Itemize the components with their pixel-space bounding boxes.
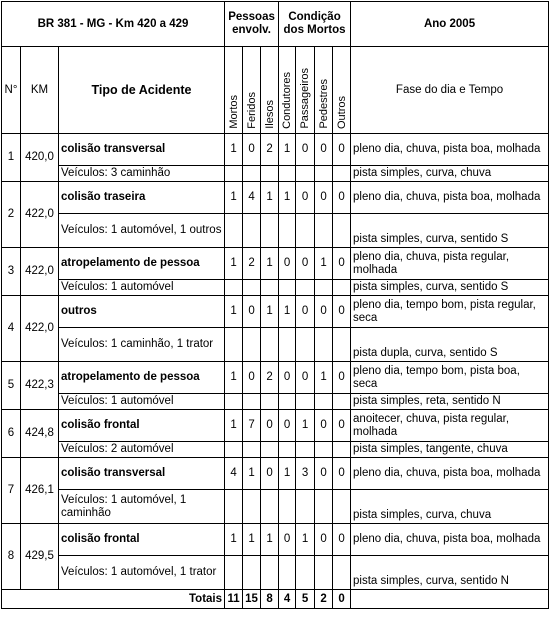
row-numero: 2	[2, 182, 21, 248]
col-header-ilesos: Ilesos	[261, 47, 279, 134]
row-tipo: colisão frontal	[59, 524, 225, 556]
row-mortos: 1	[225, 362, 243, 394]
row-fase: pleno dia, tempo bom, pista regular, seca	[351, 296, 549, 328]
row-condutores: 0	[279, 248, 296, 280]
row-condutores: 1	[279, 134, 296, 166]
table-row	[2, 458, 549, 490]
col-header-fase: Fase do dia e Tempo	[351, 47, 549, 134]
row-veiculos: Veículos: 1 caminhão, 1 trator	[59, 328, 225, 362]
row-feridos: 2	[243, 248, 261, 280]
total-mortos: 11	[225, 590, 243, 609]
row-ilesos: 1	[261, 248, 279, 280]
row-pista: pista simples, curva, chuva	[351, 166, 549, 182]
row-km: 422,0	[21, 182, 59, 248]
row-pista: pista dupla, curva, sentido S	[351, 328, 549, 362]
col-header-mortos: Mortos	[225, 47, 243, 134]
row-pedestres: 0	[315, 524, 333, 556]
row-feridos: 1	[243, 524, 261, 556]
table-row-detail	[2, 166, 549, 182]
row-condutores: 1	[279, 296, 296, 328]
row-tipo: colisão frontal	[59, 410, 225, 442]
row-fase: pleno dia, chuva, pista regular, molhada	[351, 248, 549, 280]
row-passageiros: 0	[296, 182, 315, 214]
row-fase: pleno dia, chuva, pista boa, molhada	[351, 182, 549, 214]
row-mortos: 1	[225, 248, 243, 280]
row-mortos: 1	[225, 134, 243, 166]
row-passageiros: 0	[296, 248, 315, 280]
row-feridos: 0	[243, 134, 261, 166]
row-mortos: 1	[225, 410, 243, 442]
col-header-km: KM	[21, 47, 59, 134]
row-ilesos: 2	[261, 134, 279, 166]
row-outros: 0	[333, 182, 351, 214]
row-condutores: 0	[279, 410, 296, 442]
row-ilesos: 1	[261, 182, 279, 214]
row-feridos: 1	[243, 458, 261, 490]
row-veiculos: Veículos: 1 automóvel, 1 outros	[59, 214, 225, 248]
row-ilesos: 0	[261, 410, 279, 442]
row-veiculos: Veículos: 1 automóvel, 1 caminhão	[59, 490, 225, 524]
row-veiculos: Veículos: 2 automóvel	[59, 442, 225, 458]
table-title: BR 381 - MG - Km 420 a 429	[2, 2, 225, 47]
row-veiculos: Veículos: 3 caminhão	[59, 166, 225, 182]
row-passageiros: 0	[296, 362, 315, 394]
row-mortos: 1	[225, 182, 243, 214]
row-ilesos: 2	[261, 362, 279, 394]
col-header-passageiros: Passageiros	[296, 47, 315, 134]
row-pista: pista simples, curva, chuva	[351, 490, 549, 524]
row-fase: anoitecer, chuva, pista regular, molhada	[351, 410, 549, 442]
row-pedestres: 0	[315, 134, 333, 166]
col-header-condutores: Condutores	[279, 47, 296, 134]
row-fase: pleno dia, chuva, pista boa, molhada	[351, 134, 549, 166]
row-pedestres: 1	[315, 362, 333, 394]
row-pista: pista simples, curva, sentido S	[351, 214, 549, 248]
row-outros: 0	[333, 134, 351, 166]
table-row-detail	[2, 214, 549, 248]
row-feridos: 7	[243, 410, 261, 442]
row-passageiros: 1	[296, 524, 315, 556]
table-row	[2, 248, 549, 280]
row-outros: 0	[333, 524, 351, 556]
row-ilesos: 1	[261, 296, 279, 328]
row-fase: pleno dia, tempo bom, pista boa, seca	[351, 362, 549, 394]
row-km: 424,8	[21, 410, 59, 458]
total-outros: 0	[333, 590, 351, 609]
totals-label: Totais	[59, 590, 225, 609]
row-tipo: colisão traseira	[59, 182, 225, 214]
row-pista: pista simples, reta, sentido N	[351, 394, 549, 410]
row-veiculos: Veículos: 1 automóvel	[59, 394, 225, 410]
table-row-detail	[2, 490, 549, 524]
table-row	[2, 182, 549, 214]
row-mortos: 1	[225, 296, 243, 328]
row-condutores: 0	[279, 362, 296, 394]
row-condutores: 1	[279, 458, 296, 490]
col-header-tipo: Tipo de Acidente	[59, 47, 225, 134]
total-ilesos: 8	[261, 590, 279, 609]
row-numero: 8	[2, 524, 21, 590]
year-header: Ano 2005	[351, 2, 549, 47]
row-veiculos: Veículos: 1 automóvel	[59, 280, 225, 296]
col-header-numero: N°	[2, 47, 21, 134]
table-row	[2, 296, 549, 328]
row-pedestres: 0	[315, 296, 333, 328]
row-passageiros: 3	[296, 458, 315, 490]
row-ilesos: 1	[261, 524, 279, 556]
row-numero: 4	[2, 296, 21, 362]
col-header-feridos: Feridos	[243, 47, 261, 134]
col-header-outros: Outros	[333, 47, 351, 134]
row-mortos: 4	[225, 458, 243, 490]
row-km: 422,0	[21, 296, 59, 362]
table-row	[2, 524, 549, 556]
row-fase: pleno dia, chuva, pista boa, molhada	[351, 524, 549, 556]
total-passageiros: 5	[296, 590, 315, 609]
table-row	[2, 362, 549, 394]
row-veiculos: Veículos: 1 automóvel, 1 trator	[59, 556, 225, 590]
row-numero: 5	[2, 362, 21, 410]
row-km: 422,0	[21, 248, 59, 296]
row-tipo: colisão transversal	[59, 458, 225, 490]
row-outros: 0	[333, 410, 351, 442]
totals-row	[2, 590, 549, 609]
col-header-pedestres: Pedestres	[315, 47, 333, 134]
row-numero: 6	[2, 410, 21, 458]
table-row-detail	[2, 442, 549, 458]
row-pedestres: 0	[315, 410, 333, 442]
row-fase: pleno dia, chuva, pista boa, molhada	[351, 458, 549, 490]
row-km: 422,3	[21, 362, 59, 410]
row-condutores: 0	[279, 524, 296, 556]
row-pedestres: 0	[315, 182, 333, 214]
row-ilesos: 0	[261, 458, 279, 490]
row-outros: 0	[333, 362, 351, 394]
row-feridos: 0	[243, 296, 261, 328]
table-row-detail	[2, 328, 549, 362]
row-tipo: atropelamento de pessoa	[59, 248, 225, 280]
row-outros: 0	[333, 248, 351, 280]
row-feridos: 4	[243, 182, 261, 214]
total-feridos: 15	[243, 590, 261, 609]
total-condutores: 4	[279, 590, 296, 609]
row-pista: pista simples, tangente, chuva	[351, 442, 549, 458]
row-pedestres: 1	[315, 248, 333, 280]
total-pedestres: 2	[315, 590, 333, 609]
table-row-detail	[2, 556, 549, 590]
row-outros: 0	[333, 296, 351, 328]
pessoas-envolvidas-header: Pessoas envolv.	[225, 2, 279, 47]
row-tipo: colisão transversal	[59, 134, 225, 166]
row-numero: 3	[2, 248, 21, 296]
row-condutores: 1	[279, 182, 296, 214]
row-pedestres: 0	[315, 458, 333, 490]
condicao-mortos-header: Condição dos Mortos	[279, 2, 351, 47]
table-row-detail	[2, 280, 549, 296]
row-outros: 0	[333, 458, 351, 490]
row-passageiros: 0	[296, 296, 315, 328]
row-km: 429,5	[21, 524, 59, 590]
row-feridos: 0	[243, 362, 261, 394]
accident-table	[1, 1, 549, 609]
row-tipo: atropelamento de pessoa	[59, 362, 225, 394]
table-row-detail	[2, 394, 549, 410]
header-row-top	[2, 2, 549, 47]
row-pista: pista simples, curva, sentido N	[351, 556, 549, 590]
header-row-columns	[2, 47, 549, 134]
row-mortos: 1	[225, 524, 243, 556]
table-row	[2, 410, 549, 442]
row-passageiros: 0	[296, 134, 315, 166]
row-numero: 7	[2, 458, 21, 524]
row-numero: 1	[2, 134, 21, 182]
row-km: 426,1	[21, 458, 59, 524]
row-km: 420,0	[21, 134, 59, 182]
row-tipo: outros	[59, 296, 225, 328]
row-pista: pista simples, curva, sentido S	[351, 280, 549, 296]
table-row	[2, 134, 549, 166]
row-passageiros: 1	[296, 410, 315, 442]
